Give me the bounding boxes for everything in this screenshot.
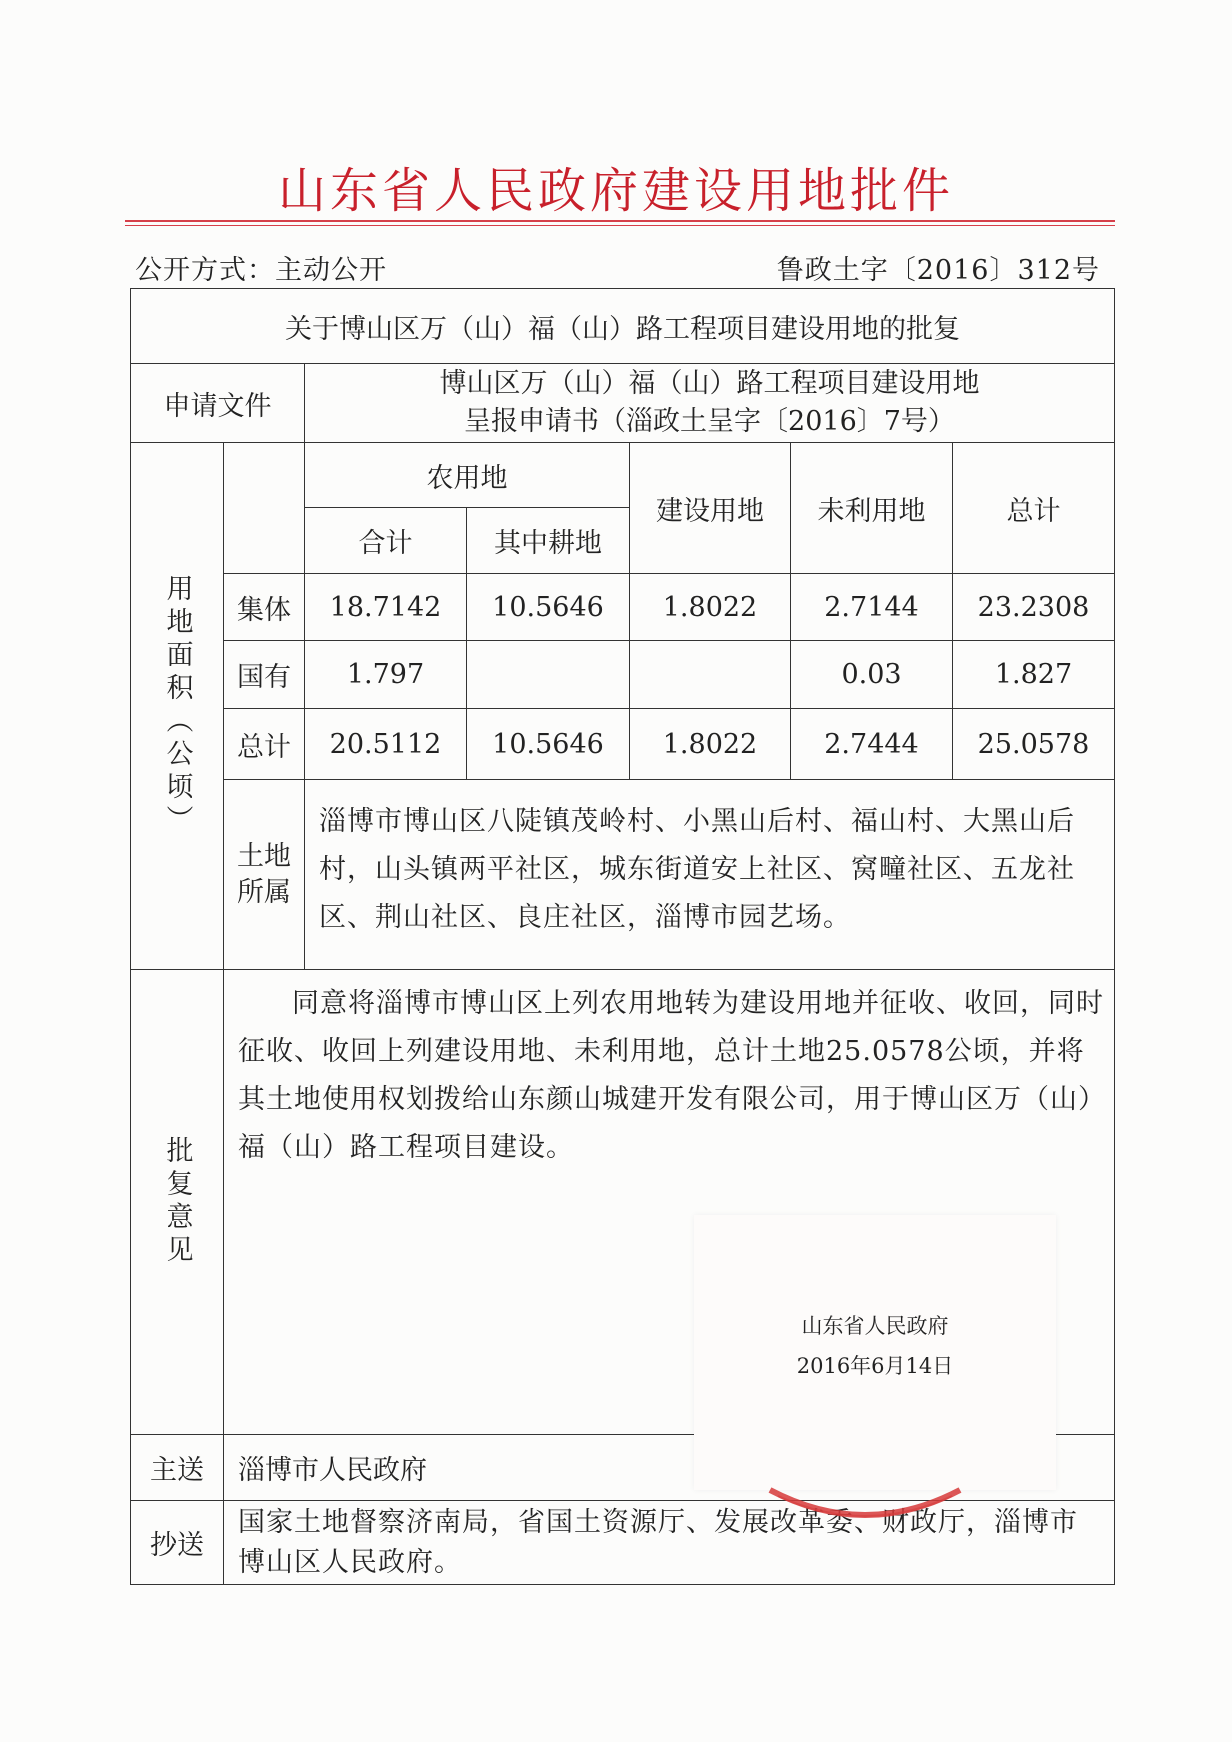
area-label: 用地面积（公顷） (161, 574, 193, 838)
cell-value: 25.0578 (977, 728, 1090, 760)
table-cell (629, 708, 791, 780)
table-cell (952, 573, 1115, 641)
document-number: 鲁政土字〔2016〕312号 (776, 255, 1100, 286)
cell-value: 10.5646 (492, 591, 604, 623)
total-header (952, 442, 1115, 574)
ownership-label: 土地所属 (237, 840, 291, 908)
title-rule (125, 220, 1115, 222)
sign-date: 2016年6月14日 (796, 1354, 954, 1378)
subject-text: 关于博山区万（山）福（山）路工程项目建设用地的批复 (285, 313, 960, 345)
header-blank-cell (223, 442, 305, 574)
cc-text: 国家土地督察济南局，省国土资源厅、发展改革委、财政厅，淄博市博山区人民政府。 (238, 1506, 1078, 1578)
opinion-label: 批复意见 (161, 1136, 193, 1268)
table-cell (304, 640, 467, 709)
application-line-2: 呈报申请书（淄政土呈字〔2016〕7号） (464, 406, 955, 437)
subtotal-header-text: 合计 (358, 528, 413, 559)
table-cell (790, 640, 953, 709)
cell-value: 1.8022 (662, 591, 758, 623)
cc-cell (223, 1500, 1115, 1585)
row-label-text: 集体 (237, 594, 291, 626)
cc-label: 抄送 (150, 1530, 204, 1561)
table-cell (952, 708, 1115, 780)
row-label-state (223, 640, 305, 709)
row-label-text: 国有 (237, 662, 291, 693)
title-rule-thin (125, 225, 1115, 226)
unused-header-text: 未利用地 (817, 495, 926, 527)
table-cell (629, 573, 791, 641)
main-recipient-label-cell (130, 1434, 224, 1501)
disclosure-method: 公开方式：主动公开 (135, 255, 387, 286)
application-label: 申请文件 (163, 390, 272, 422)
table-cell (466, 640, 630, 709)
construction-header-text: 建设用地 (656, 495, 764, 527)
construction-header (629, 442, 791, 574)
ownership-cell (304, 779, 1115, 970)
seal-stamp-icon (760, 1470, 970, 1530)
cell-value: 20.5112 (329, 728, 442, 760)
row-label-text: 总计 (237, 731, 291, 763)
table-cell (466, 708, 630, 780)
opinion-label-cell (130, 969, 224, 1435)
main-recipient: 淄博市人民政府 (238, 1455, 427, 1486)
subject-cell (130, 288, 1115, 364)
cell-value: 1.8022 (662, 728, 758, 760)
total-header-text: 总计 (1006, 495, 1061, 527)
cell-value: 23.2308 (977, 591, 1090, 623)
arable-header (466, 507, 630, 574)
ownership-text: 淄博市博山区八陡镇茂岭村、小黑山后村、福山村、大黑山后村，山头镇两平社区，城东街道安上社区、窝疃社区、五龙社区、荆山社区、良庄社区，淄博市园艺场。 (319, 806, 1075, 933)
cell-value: 0.03 (841, 659, 902, 690)
cell-value: 2.7444 (824, 728, 919, 760)
farmland-header-text: 农用地 (426, 462, 508, 494)
arable-header-text: 其中耕地 (494, 528, 602, 559)
table-cell (790, 708, 953, 780)
table-cell (790, 573, 953, 641)
application-cell (304, 363, 1115, 443)
table-cell (466, 573, 630, 641)
cc-label-cell (130, 1500, 224, 1585)
cell-value: 2.7144 (824, 591, 919, 623)
application-line-1: 博山区万（山）福（山）路工程项目建设用地 (439, 368, 980, 399)
cell-value: 10.5646 (492, 728, 604, 760)
table-cell (304, 573, 467, 641)
subtotal-header (304, 507, 467, 574)
cell-value: 1.827 (994, 659, 1073, 690)
document-title: 山东省人民政府建设用地批件 (277, 163, 954, 219)
signer-name: 山东省人民政府 (801, 1314, 949, 1338)
table-cell (952, 640, 1115, 709)
unused-header (790, 442, 953, 574)
application-label-cell (130, 363, 305, 443)
cell-value: 18.7142 (329, 591, 442, 623)
main-recipient-label: 主送 (150, 1455, 204, 1486)
ownership-label-cell (223, 779, 305, 970)
row-label-collective (223, 573, 305, 641)
cell-value: 1.797 (346, 659, 425, 690)
farmland-header (304, 442, 630, 508)
signature-block (694, 1215, 1056, 1490)
table-cell (629, 640, 791, 709)
row-label-total (223, 708, 305, 780)
area-label-cell (130, 442, 224, 970)
table-cell (304, 708, 467, 780)
opinion-text: 同意将淄博市博山区上列农用地转为建设用地并征收、收回，同时征收、收回上列建设用地、未利用地，总计土地25.0578公顷，并将其土地使用权划拨给山东颜山城建开发有限公司，用于博山区万（山）福（山）路工程项目建设。 (238, 988, 1104, 1163)
